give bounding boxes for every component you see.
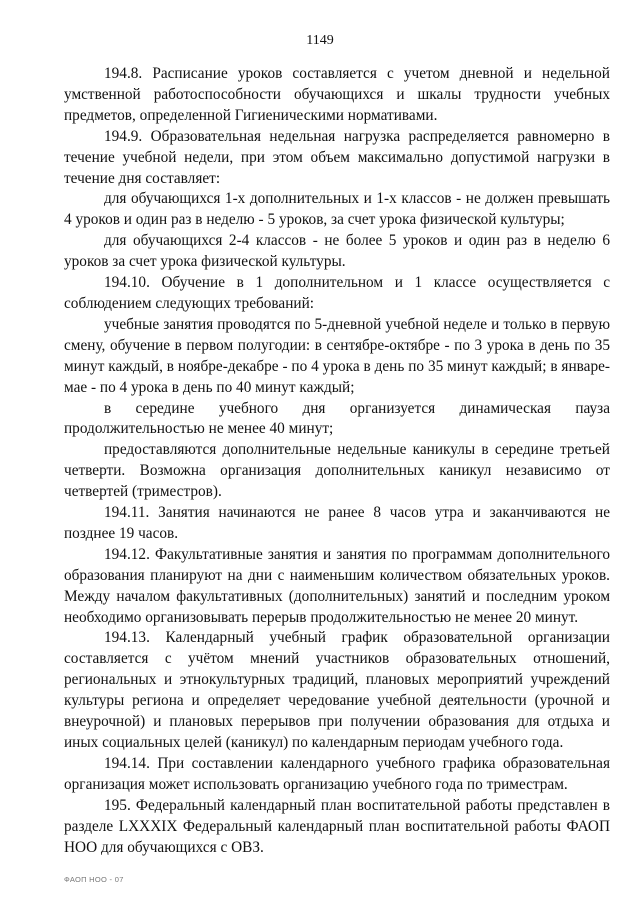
paragraph-194-13: 194.13. Календарный учебный график образовательной организации составляется с учётом мнений участников образовательных отношений, региональных и этнокультурных традиций, плановых мероприятий учреждений культуры региона и определяет чередование учебной деятельности (урочной и внеурочной) и плановых перерывов при получении образования для отдыха и иных социальных целей (каникул) по календарным периодам учебного года. xyxy=(64,629,610,751)
paragraph-194-10: 194.10. Обучение в 1 дополнительном и 1 классе осуществляется с соблюдением следующих требований: xyxy=(64,274,610,312)
footer-document-code: ФАОП НОО - 07 xyxy=(64,875,124,884)
paragraph-194-8: 194.8. Расписание уроков составляется с учетом дневной и недельной умственной работоспособности обучающихся и шкалы трудности учебных предметов, определенной Гигиеническими нормативами. xyxy=(64,65,610,124)
paragraph-194-11: 194.11. Занятия начинаются не ранее 8 часов утра и заканчиваются не позднее 19 часов. xyxy=(64,504,610,542)
paragraph-grade-2-4-load: для обучающихся 2-4 классов - не более 5 уроков и один раз в неделю 6 уроков за счет урока физической культуры. xyxy=(64,232,610,271)
paragraph-195: 195. Федеральный календарный план воспитательной работы представлен в разделе LXXXIX Федеральный календарный план воспитательной работы ФАОП НОО для обучающихся с ОВЗ. xyxy=(64,796,610,856)
paragraph-194-14: 194.14. При составлении календарного учебного графика образовательная организация может использовать организацию учебного года по триместрам. xyxy=(64,754,610,793)
paragraph-194-12: 194.12. Факультативные занятия и занятия по программам дополнительного образования планируют на дни с наименьшим количеством обязательных уроков. Между началом факультативных (дополнительных) занятий и последним уроком необходимо организовывать перерыв продолжительностью не менее 20 минут. xyxy=(64,545,610,626)
paragraph-dynamic-pause: в середине учебного дня организуется динамическая пауза продолжительностью не менее 40 минут; xyxy=(64,399,610,438)
paragraph-grade-1-load: для обучающихся 1-х дополнительных и 1-х классов - не должен превышать 4 уроков и один раз в неделю - 5 уроков, за счет урока физической культуры; xyxy=(64,190,610,229)
document-body xyxy=(64,64,610,858)
paragraph-194-9: 194.9. Образовательная недельная нагрузка распределяется равномерно в течение учебной недели, при этом объем максимально допустимой нагрузки в течение дня составляет: xyxy=(64,127,610,187)
paragraph-schedule-requirements: учебные занятия проводятся по 5-дневной учебной неделе и только в первую смену, обучение в первом полугодии: в сентябре-октябре - по 3 урока в день по 35 минут каждый, в ноябре-декабре - по 4 урока в день по 35 минут каждый; в январе-мае - по 4 урока в день по 40 минут каждый; xyxy=(64,315,610,396)
paragraph-additional-holidays: предоставляются дополнительные недельные каникулы в середине третьей четверти. Возможна организация дополнительных каникул независимо от четвертей (триместров). xyxy=(64,441,610,501)
page-number: 1149 xyxy=(306,33,334,48)
